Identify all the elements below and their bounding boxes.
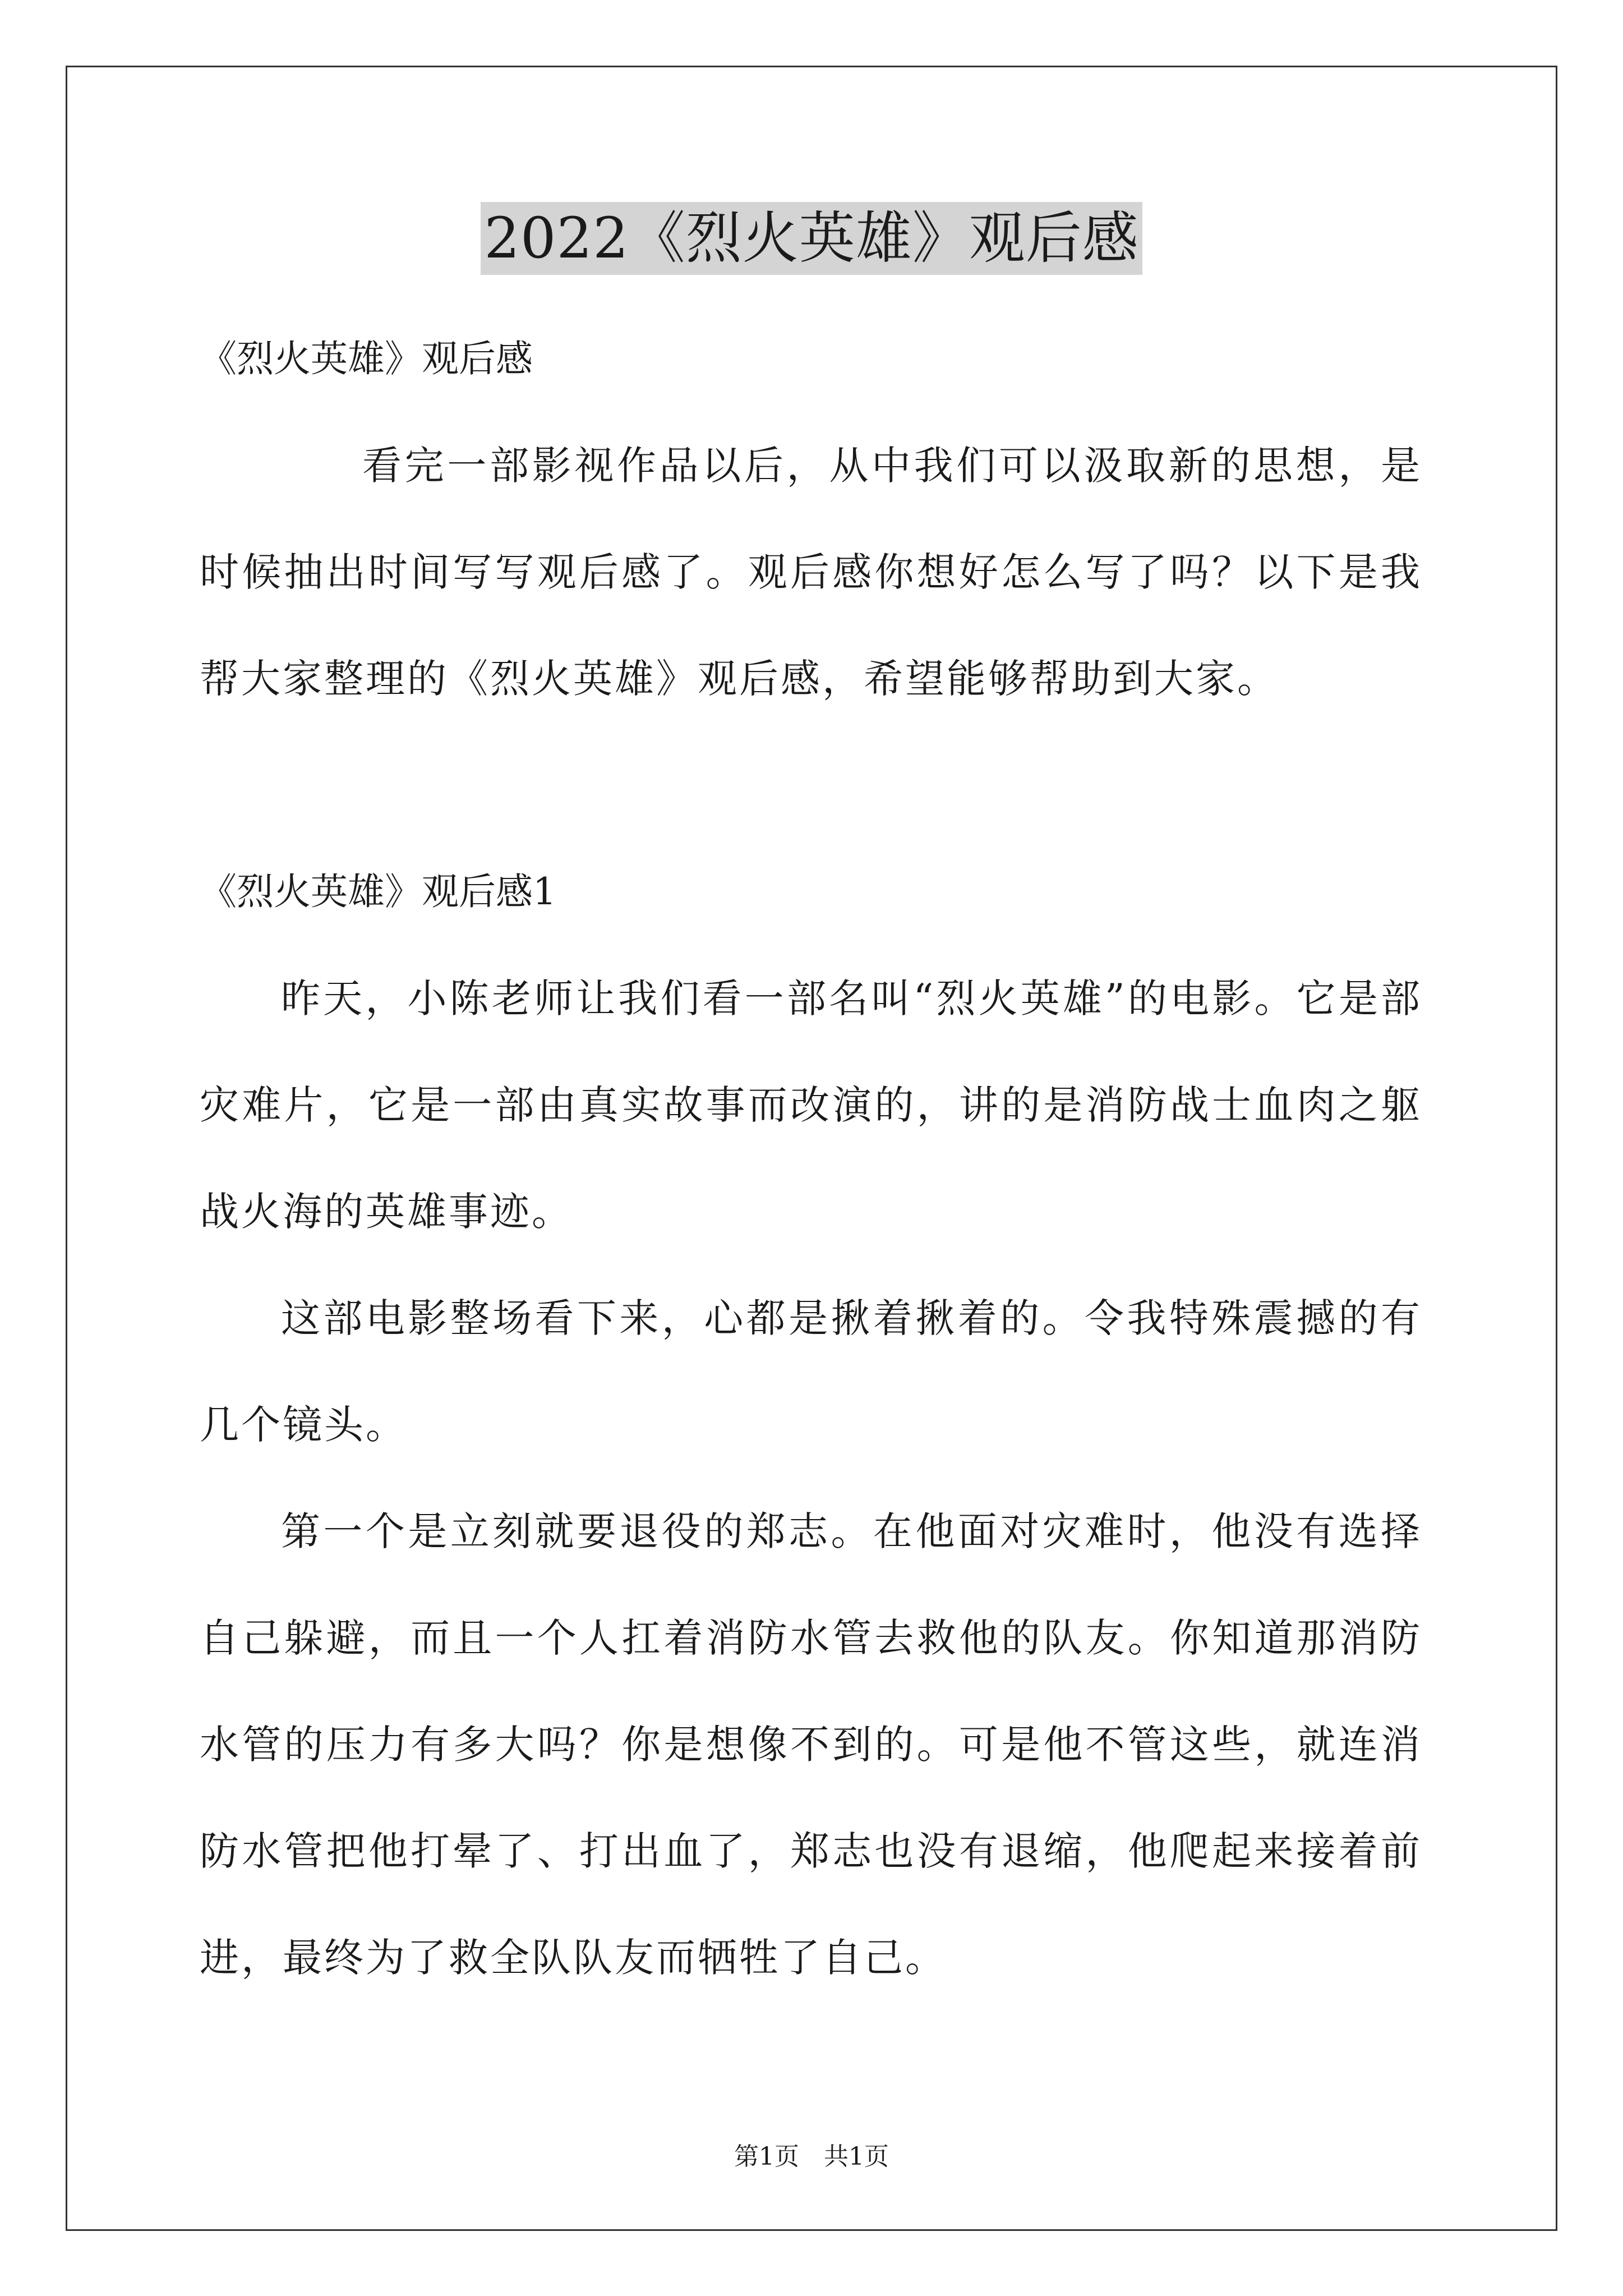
body-paragraph-3: 第一个是立刻就要退役的郑志。在他面对灾难时，他没有选择自己躲避，而且一个人扛着消防水管去救他的队友。你知道那消防水管的压力有多大吗？你是想像不到的。可是他不管这些，就连消防水管把他打晕了、打出血了，郑志也没有退缩，他爬起来接着前进，最终为了救全队队友而牺牲了自己。	[200, 1508, 1422, 1981]
body-paragraph-2: 这部电影整场看下来，心都是揪着揪着的。令我特殊震撼的有几个镜头。	[200, 1295, 1422, 1448]
section-spacer	[200, 732, 1422, 839]
document-body	[200, 306, 1422, 2011]
body-paragraph-1: 昨天，小陈老师让我们看一部名叫“烈火英雄”的电影。它是部灾难片，它是一部由真实故事而改演的，讲的是消防战士血肉之躯战火海的英雄事迹。	[200, 976, 1422, 1235]
title-container	[0, 202, 1623, 275]
intro-heading: 《烈火英雄》观后感	[200, 337, 533, 380]
section-heading: 《烈火英雄》观后感1	[200, 870, 556, 913]
document-title: 2022《烈火英雄》观后感	[481, 202, 1142, 275]
intro-paragraph: 看完一部影视作品以后，从中我们可以汲取新的思想，是时候抽出时间写写观后感了。观后感你想好怎么写了吗？以下是我帮大家整理的《烈火英雄》观后感，希望能够帮助到大家。	[200, 443, 1422, 702]
page-footer: 第1页 共1页	[734, 2142, 889, 2171]
